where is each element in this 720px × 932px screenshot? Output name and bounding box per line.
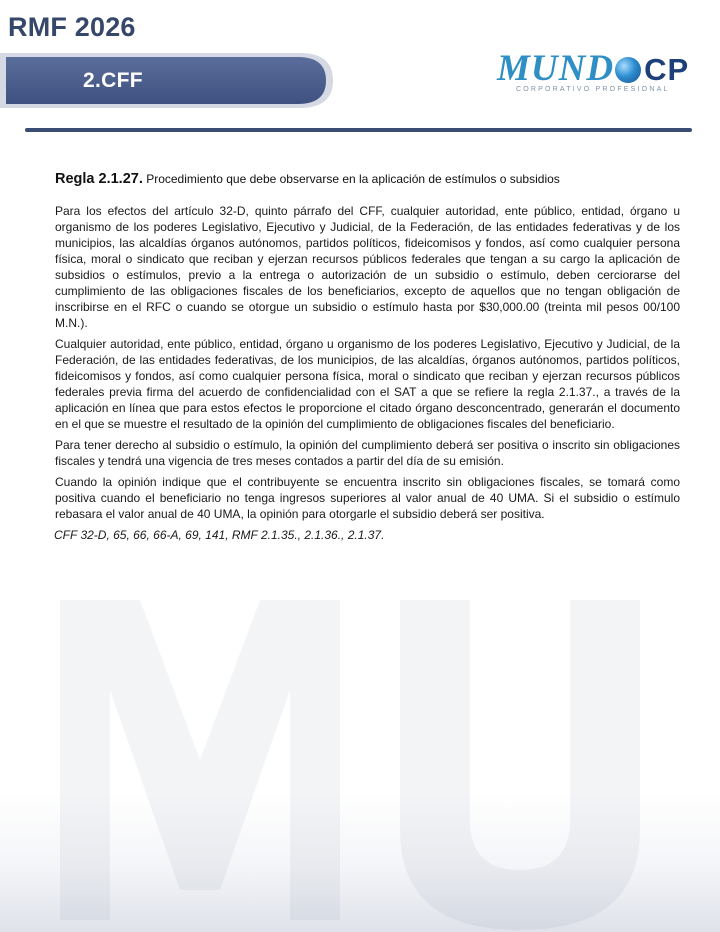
rule-paragraph-1: Para los efectos del artículo 32-D, quinto párrafo del CFF, cualquier autoridad, ente público, entidad, órgano u organismo de los poderes Legislativo, Ejecutivo y Judicial, de la Federación, de las entidades federativas y de los municipios, las alcaldías órganos autónomos, partidos políticos, fideicomisos y fondos, así como cualquier persona física, moral o sindicato que reciban y ejerzan recursos públicos federales que tengan a su cargo la aplicación de subsidios o estímulos, previo a la entrega o autorización de un subsidio o estímulo, deben cerciorarse del cumplimiento de las obligaciones fiscales de los beneficiarios, excepto de aquellos que no tengan obligación de inscribirse en el RFC o cuando se otorgue un subsidio o estímulo hasta por $30,000.00 (treinta mil pesos 00/100 M.N.).	[55, 204, 680, 330]
logo-name-part1: MUND	[497, 48, 615, 89]
section-label: 2.CFF	[83, 69, 143, 92]
rule-title: Procedimiento que debe observarse en la aplicación de estímulos o subsidios	[146, 172, 560, 186]
section-banner-shape	[0, 53, 333, 108]
rule-paragraph-3: Para tener derecho al subsidio o estímulo, la opinión del cumplimiento deberá ser positiva o inscrito sin obligaciones fiscales y tendrá una vigencia de tres meses contados a partir del día de su emisión.	[55, 438, 680, 468]
section-banner	[0, 53, 333, 108]
watermark-graphic	[0, 560, 720, 932]
mundocp-logo	[497, 48, 690, 100]
document-title: RMF 2026	[8, 12, 136, 42]
rule-paragraph-2: Cualquier autoridad, ente público, entidad, órgano u organismo de los poderes Legislativo, Ejecutivo y Judicial, de la Federación, de las entidades federativas, de los municipios, de las alcaldías, órganos autónomos, partidos políticos, fideicomisos y fondos, así como cualquier persona física, moral o sindicato que reciban y ejerzan recursos públicos federales previa firma del acuerdo de confidencialidad con el SAT a que se refiere la regla 2.1.37., a través de la aplicación en línea que para estos efectos le proporcione el citado órgano desconcentrado, generarán el documento en el que se muestre el resultado de la opinión del cumplimiento de obligaciones fiscales del beneficiario.	[55, 337, 680, 431]
logo-subtitle: CORPORATIVO PROFESIONAL	[516, 86, 670, 93]
rule-paragraph-4: Cuando la opinión indique que el contribuyente se encuentra inscrito sin obligaciones fiscales, se tomará como positiva cuando el beneficiario no tenga ingresos superiores al valor anual de 40 UMA. Si el subsidio o estímulo rebasara el valor anual de 40 UMA, la opinión para otorgarle el subsidio deberá ser positiva.	[55, 475, 680, 521]
rule-content	[55, 170, 680, 543]
header-divider	[25, 128, 692, 132]
logo-name-part2: CP	[644, 52, 690, 87]
globe-icon	[615, 57, 641, 83]
rule-references: CFF 32-D, 65, 66, 66-A, 69, 141, RMF 2.1.35., 2.1.36., 2.1.37.	[54, 528, 385, 542]
logo-wordmark	[497, 48, 689, 91]
rule-heading	[55, 170, 680, 189]
rule-number: Regla 2.1.27.	[55, 171, 143, 187]
